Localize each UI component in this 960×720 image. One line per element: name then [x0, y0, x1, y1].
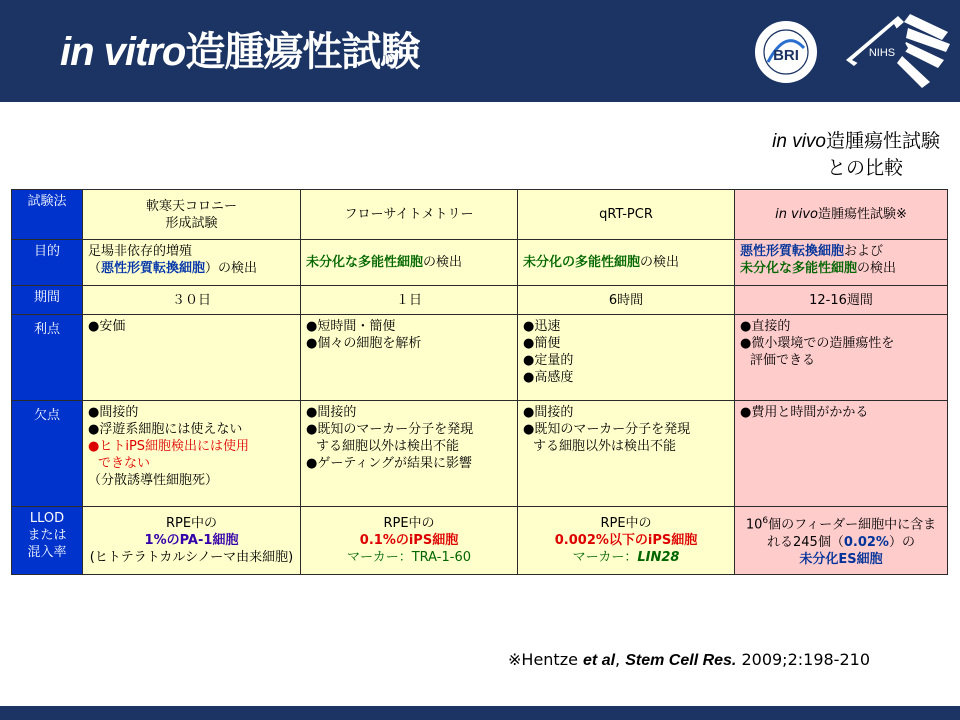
purpose-soft-agar: 足場非依存的増殖 （悪性形質転換細胞）の検出	[83, 240, 301, 286]
table-row-purpose	[12, 240, 948, 286]
period-flow: １日	[301, 286, 518, 315]
llod-flow: RPE中の 0.1%のiPS細胞 マーカー：TRA-1-60	[301, 507, 518, 575]
cons-soft-agar: ●間接的 ●浮遊系細胞には使えない ●ヒトiPS細胞検出には使用 できない （分散誘導性細胞死）	[83, 401, 301, 507]
pros-flow: ●短時間・簡便 ●個々の細胞を解析	[301, 315, 518, 401]
slide-title	[60, 20, 419, 77]
purpose-qpcr: 未分化の多能性細胞の検出	[518, 240, 735, 286]
row-head-cons: 欠点	[12, 401, 83, 507]
row-head-period: 期間	[12, 286, 83, 315]
cons-flow: ●間接的 ●既知のマーカー分子を発現 する細胞以外は検出不能 ●ゲーティングが結果に影響	[301, 401, 518, 507]
bri-logo-text: BRI	[773, 47, 799, 64]
header-flow-cytometry: フローサイトメトリー	[301, 190, 518, 240]
llod-in-vivo: $10^6$個のフィーダー細胞中に含ま れる245個（0.02%）の 未分化ES細胞	[735, 507, 948, 575]
header-soft-agar: 軟寒天コロニー 形成試験	[83, 190, 301, 240]
cons-in-vivo: ●費用と時間がかかる	[735, 401, 948, 507]
purpose-in-vivo: 悪性形質転換細胞および 未分化な多能性細胞の検出	[735, 240, 948, 286]
period-in-vivo: 12-16週間	[735, 286, 948, 315]
nihs-logo-text: NIHS	[868, 47, 896, 59]
table-row-header	[12, 190, 948, 240]
pros-in-vivo: ●直接的 ●微小環境での造腫瘍性を 評価できる	[735, 315, 948, 401]
row-head-purpose: 目的	[12, 240, 83, 286]
title-italic: in vitro	[60, 30, 186, 74]
header-qrt-pcr: qRT-PCR	[518, 190, 735, 240]
bri-logo	[752, 18, 820, 86]
comparison-table	[11, 189, 948, 575]
header-method: 試験法	[12, 190, 83, 240]
period-soft-agar: ３０日	[83, 286, 301, 315]
pros-qpcr: ●迅速 ●簡便 ●定量的 ●高感度	[518, 315, 735, 401]
header-in-vivo: in vivo造腫瘍性試験※	[735, 190, 948, 240]
table-row-period	[12, 286, 948, 315]
llod-soft-agar: RPE中の 1%のPA-1細胞 (ヒトテラトカルシノーマ由来細胞)	[83, 507, 301, 575]
title-bar	[0, 0, 960, 102]
purpose-flow: 未分化な多能性細胞の検出	[301, 240, 518, 286]
row-head-pros: 利点	[12, 315, 83, 401]
table-row-pros	[12, 315, 948, 401]
footer-bar	[0, 706, 960, 720]
period-qpcr: 6時間	[518, 286, 735, 315]
comparison-rest: 造腫瘍性試験	[825, 130, 940, 152]
nihs-logo	[838, 12, 950, 92]
title-rest: 造腫瘍性試験	[185, 29, 420, 75]
llod-qpcr: RPE中の 0.002%以下のiPS細胞 マーカー：LIN28	[518, 507, 735, 575]
row-head-llod: LLOD または 混入率	[12, 507, 83, 575]
table-row-llod	[12, 507, 948, 575]
pros-soft-agar: ●安価	[83, 315, 301, 401]
comparison-italic: in vivo	[772, 131, 826, 152]
cons-qpcr: ●間接的 ●既知のマーカー分子を発現 する細胞以外は検出不能	[518, 401, 735, 507]
reference-citation: ※Hentze et al, Stem Cell Res. 2009;2:198-210	[508, 650, 870, 669]
comparison-note	[700, 128, 940, 181]
table-row-cons	[12, 401, 948, 507]
comparison-line2: との比較	[826, 157, 903, 179]
